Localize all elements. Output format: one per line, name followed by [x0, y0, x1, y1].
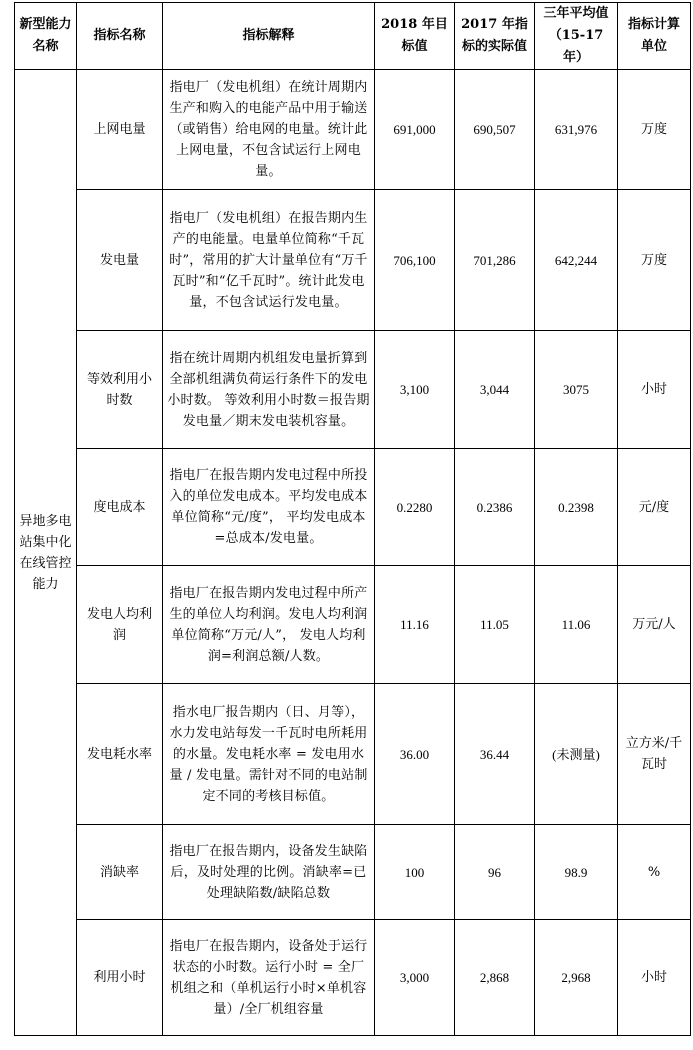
target-value: 100: [375, 825, 455, 920]
target-value: 0.2280: [375, 449, 455, 566]
table-row: [15, 190, 691, 331]
indicator-explain: 指电厂（发电机组）在报告期内生产的电能量。电量单位简称“千瓦时”，常用的扩大计量单位有“万千瓦时”和“亿千瓦时”。统计此发电量，不包含试运行发电量。: [163, 190, 375, 331]
table-row: [15, 449, 691, 566]
table-row: [15, 331, 691, 449]
average-value: 98.9: [535, 825, 618, 920]
table-row: [15, 825, 691, 920]
header-explain: 指标解释: [163, 3, 375, 70]
indicator-explain: 指在统计周期内机组发电量折算到全部机组满负荷运行条件下的发电小时数。 等效利用小时数＝报告期发电量／期末发电装机容量。: [163, 331, 375, 449]
average-value: 642,244: [535, 190, 618, 331]
unit-value: 小时: [618, 331, 691, 449]
unit-value: 万度: [618, 190, 691, 331]
unit-value: 元/度: [618, 449, 691, 566]
average-value: (未测量): [535, 684, 618, 825]
indicator-name: 消缺率: [77, 825, 163, 920]
indicator-explain: 指电厂（发电机组）在统计周期内生产和购入的电能产品中用于输送（或销售）给电网的电量。统计此上网电量，不包含试运行上网电量。: [163, 70, 375, 190]
unit-value: 万元/人: [618, 566, 691, 684]
target-value: 691,000: [375, 70, 455, 190]
unit-value: %: [618, 825, 691, 920]
table-row: [15, 70, 691, 190]
unit-value: 万度: [618, 70, 691, 190]
average-value: 631,976: [535, 70, 618, 190]
indicator-table: [14, 2, 691, 1036]
table-row: [15, 684, 691, 825]
header-category: 新型能力名称: [15, 3, 77, 70]
average-value: 11.06: [535, 566, 618, 684]
target-value: 3,100: [375, 331, 455, 449]
header-avg: 三年平均值（15-17 年）: [535, 3, 618, 70]
indicator-explain: 指水电厂报告期内（日、月等），水力发电站每发一千瓦时电所耗用的水量。发电耗水率 = 发电用水量 / 发电量。需针对不同的电站制定不同的考核目标值。: [163, 684, 375, 825]
indicator-name: 发电人均利润: [77, 566, 163, 684]
actual-value: 701,286: [455, 190, 535, 331]
indicator-name: 等效利用小时数: [77, 331, 163, 449]
actual-value: 96: [455, 825, 535, 920]
unit-value: 立方米/千瓦时: [618, 684, 691, 825]
average-value: 0.2398: [535, 449, 618, 566]
average-value: 2,968: [535, 920, 618, 1036]
actual-value: 36.44: [455, 684, 535, 825]
indicator-name: 上网电量: [77, 70, 163, 190]
header-name: 指标名称: [77, 3, 163, 70]
target-value: 3,000: [375, 920, 455, 1036]
header-row: [15, 3, 691, 70]
header-target: 2018 年目标值: [375, 3, 455, 70]
actual-value: 0.2386: [455, 449, 535, 566]
indicator-explain: 指电厂在报告期内，设备处于运行状态的小时数。运行小时 = 全厂机组之和（单机运行小时×单机容量）/全厂机组容量: [163, 920, 375, 1036]
indicator-name: 利用小时: [77, 920, 163, 1036]
target-value: 11.16: [375, 566, 455, 684]
actual-value: 690,507: [455, 70, 535, 190]
actual-value: 11.05: [455, 566, 535, 684]
indicator-explain: 指电厂在报告期内，设备发生缺陷后，及时处理的比例。消缺率=已处理缺陷数/缺陷总数: [163, 825, 375, 920]
unit-value: 小时: [618, 920, 691, 1036]
header-actual: 2017 年指标的实际值: [455, 3, 535, 70]
target-value: 36.00: [375, 684, 455, 825]
indicator-explain: 指电厂在报告期内发电过程中所投入的单位发电成本。平均发电成本单位简称“元/度”， 平均发电成本=总成本/发电量。: [163, 449, 375, 566]
indicator-explain: 指电厂在报告期内发电过程中所产生的单位人均利润。发电人均利润单位简称“万元/人”， 发电人均利润=利润总额/人数。: [163, 566, 375, 684]
table-row: [15, 920, 691, 1036]
indicator-name: 度电成本: [77, 449, 163, 566]
indicator-name: 发电量: [77, 190, 163, 331]
category-cell: 异地多电站集中化在线管控能力: [15, 70, 77, 1036]
target-value: 706,100: [375, 190, 455, 331]
header-unit: 指标计算单位: [618, 3, 691, 70]
actual-value: 3,044: [455, 331, 535, 449]
indicator-name: 发电耗水率: [77, 684, 163, 825]
actual-value: 2,868: [455, 920, 535, 1036]
average-value: 3075: [535, 331, 618, 449]
table-row: [15, 566, 691, 684]
